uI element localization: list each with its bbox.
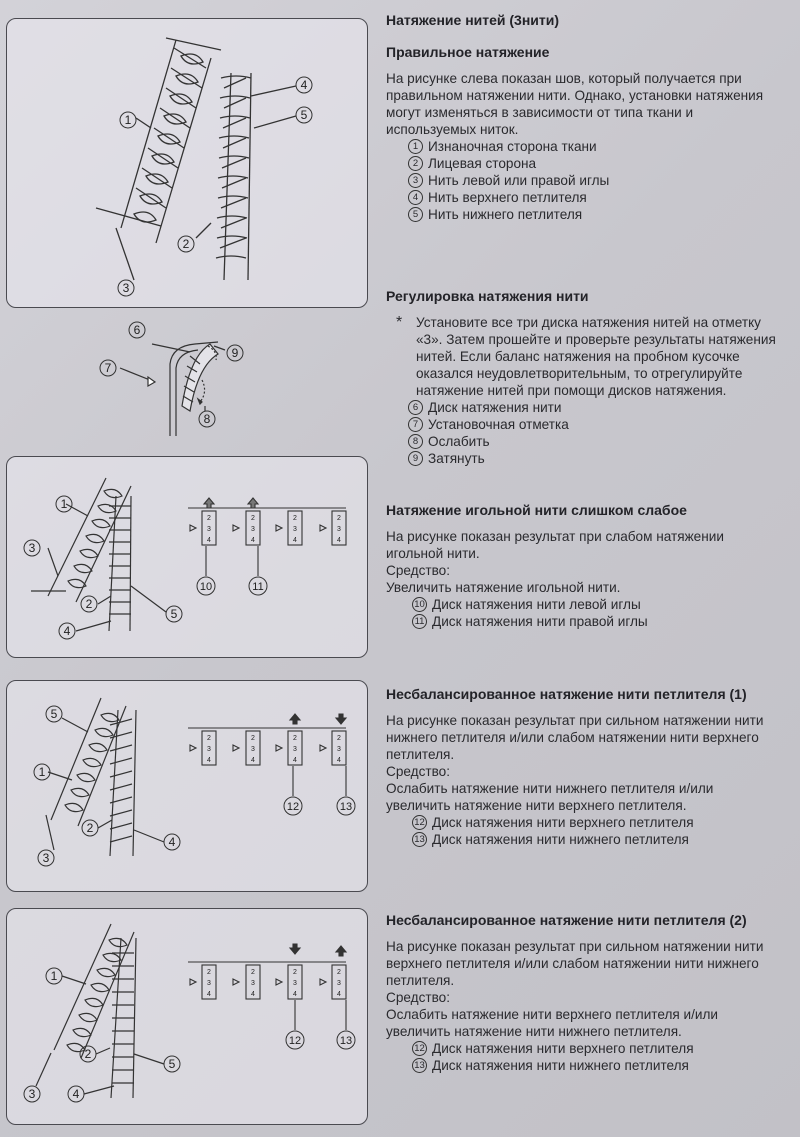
fig5-label-1: 1 (50, 969, 58, 983)
dial-digit-2: 2 (251, 969, 255, 976)
unbalanced-2-remedy: Ослабить натяжение нити верхнего петлителя и/или увеличить натяжение нити нижнего петлителя. (386, 1007, 719, 1039)
number-badge: 8 (408, 434, 423, 449)
dial-digit-4: 4 (337, 991, 341, 998)
unbalanced-2-text: На рисунке показан результат при сильном натяжении нити верхнего петлителя и/или слабом натяжении нити нижнего петлителя. (386, 939, 764, 988)
page-title: Натяжение нитей (3нити) (386, 12, 560, 28)
fig3-label-4: 4 (63, 624, 71, 638)
list-item: 12 Диск натяжения нити верхнего петлителя (412, 814, 781, 831)
adjust-text: Установите все три диска натяжения нитей на отметку «3». Затем прошейте и проверьте результаты натяжения нитей. Если баланс натяжения на пробном кусочке оказался неудовлетворительным, то отрегулируйте натяжение нитей при помощи дисков натяжения. (416, 315, 776, 398)
dial-digit-2: 2 (293, 969, 297, 976)
fig4-label-4: 4 (168, 835, 176, 849)
correct-tension-seam-illustration (6, 18, 366, 306)
fig4-label-13: 13 (339, 801, 353, 813)
section-adjust-tension (386, 288, 781, 467)
fig1-label-5: 5 (300, 108, 308, 122)
fig5-label-3: 3 (28, 1087, 36, 1101)
dial-digit-3: 3 (293, 526, 297, 533)
dial-digit-4: 4 (207, 991, 211, 998)
list-item: 1 Изнаночная сторона ткани (408, 138, 781, 155)
dial-digit-4: 4 (251, 991, 255, 998)
fig1-label-4: 4 (300, 78, 308, 92)
correct-legend-list (386, 138, 781, 223)
fig4-label-1: 1 (38, 765, 46, 779)
number-badge: 9 (408, 451, 423, 466)
fig5-label-5: 5 (168, 1057, 176, 1071)
dial-digit-4: 4 (293, 757, 297, 764)
unbalanced-2-seam-illustration (6, 908, 366, 1123)
list-item: 13 Диск натяжения нити нижнего петлителя (412, 1057, 781, 1074)
number-badge: 12 (412, 1041, 427, 1056)
list-item: 10 Диск натяжения нити левой иглы (412, 596, 781, 613)
adjust-legend-list (386, 399, 781, 467)
section-unbalanced-2 (386, 912, 781, 1074)
section-correct-tension (386, 12, 781, 223)
unbalanced-1-legend-list (386, 814, 781, 848)
section-unbalanced-1 (386, 686, 781, 848)
dial-digit-2: 2 (293, 515, 297, 522)
dial-digit-3: 3 (207, 526, 211, 533)
fig1-label-3: 3 (122, 281, 130, 295)
dial-digit-3: 3 (337, 980, 341, 987)
number-badge: 6 (408, 400, 423, 415)
fig3-label-11: 11 (252, 581, 264, 593)
dial-digit-4: 4 (293, 991, 297, 998)
dial-digit-4: 4 (293, 537, 297, 544)
fig3-label-3: 3 (28, 541, 36, 555)
dial-digit-3: 3 (251, 980, 255, 987)
unbalanced-1-seam-illustration (6, 680, 366, 890)
needle-loose-heading: Натяжение игольной нити слишком слабое (386, 502, 687, 518)
fig3-label-10: 10 (199, 581, 213, 593)
dial-digit-4: 4 (207, 537, 211, 544)
correct-heading: Правильное натяжение (386, 44, 550, 60)
number-badge: 4 (408, 190, 423, 205)
dial-digit-3: 3 (293, 746, 297, 753)
list-item: 13 Диск натяжения нити нижнего петлителя (412, 831, 781, 848)
number-badge: 5 (408, 207, 423, 222)
dial-digit-3: 3 (251, 526, 255, 533)
dial-digit-3: 3 (337, 746, 341, 753)
dial-digit-3: 3 (337, 526, 341, 533)
fig4-label-5: 5 (50, 707, 58, 721)
dial-digit-3: 3 (293, 980, 297, 987)
unbalanced-2-heading: Несбалансированное натяжение нити петлителя (2) (386, 912, 747, 928)
number-badge: 12 (412, 815, 427, 830)
dial-digit-2: 2 (207, 515, 211, 522)
number-badge: 13 (412, 832, 427, 847)
list-item: 3 Нить левой или правой иглы (408, 172, 781, 189)
dial-digit-2: 2 (251, 735, 255, 742)
dial-digit-2: 2 (251, 515, 255, 522)
dial-digit-4: 4 (337, 537, 341, 544)
unbalanced-1-heading: Несбалансированное натяжение нити петлителя (1) (386, 686, 747, 702)
adjust-heading: Регулировка натяжения нити (386, 288, 589, 304)
dial-digit-4: 4 (207, 757, 211, 764)
list-item: 5 Нить нижнего петлителя (408, 206, 781, 223)
fig2-label-8: 8 (203, 412, 211, 426)
dial-digit-2: 2 (337, 515, 341, 522)
fig5-label-12: 12 (288, 1035, 302, 1047)
dial-digit-2: 2 (207, 969, 211, 976)
dial-digit-3: 3 (207, 980, 211, 987)
list-item: 7 Установочная отметка (408, 416, 781, 433)
number-badge: 1 (408, 139, 423, 154)
fig2-label-7: 7 (104, 361, 112, 375)
number-badge: 13 (412, 1058, 427, 1073)
dial-digit-2: 2 (207, 735, 211, 742)
unbalanced-2-legend-list (386, 1040, 781, 1074)
dial-digit-4: 4 (251, 537, 255, 544)
fig2-label-6: 6 (133, 323, 141, 337)
dial-digit-4: 4 (251, 757, 255, 764)
list-item: 12 Диск натяжения нити верхнего петлителя (412, 1040, 781, 1057)
correct-text: На рисунке слева показан шов, который получается при правильном натяжении нити. Однако, установки натяжения могут изменяться в зависимости от типа ткани и используемых ниток. (386, 71, 764, 137)
unbalanced-1-remedy-label: Средство: (386, 764, 450, 779)
dial-digit-3: 3 (251, 746, 255, 753)
section-needle-loose (386, 502, 781, 630)
number-badge: 10 (412, 597, 427, 612)
needle-loose-legend-list (386, 596, 781, 630)
fig4-label-2: 2 (86, 821, 94, 835)
fig4-label-3: 3 (42, 851, 50, 865)
number-badge: 2 (408, 156, 423, 171)
list-item: 4 Нить верхнего петлителя (408, 189, 781, 206)
number-badge: 3 (408, 173, 423, 188)
list-item: 8 Ослабить (408, 433, 781, 450)
list-item: 9 Затянуть (408, 450, 781, 467)
tension-dial-illustration (90, 316, 260, 442)
list-item: 11 Диск натяжения нити правой иглы (412, 613, 781, 630)
list-item: 6 Диск натяжения нити (408, 399, 781, 416)
unbalanced-1-text: На рисунке показан результат при сильном натяжении нити нижнего петлителя и/или слабом натяжении нити верхнего петлителя. (386, 713, 764, 762)
fig2-label-9: 9 (231, 346, 239, 360)
needle-loose-text: На рисунке показан результат при слабом натяжении игольной нити. (386, 529, 724, 561)
fig1-label-2: 2 (182, 237, 190, 251)
fig4-label-12: 12 (286, 801, 300, 813)
fig1-label-1: 1 (124, 113, 132, 127)
dial-digit-2: 2 (337, 735, 341, 742)
dial-digit-3: 3 (207, 746, 211, 753)
unbalanced-2-remedy-label: Средство: (386, 990, 450, 1005)
dial-digit-2: 2 (293, 735, 297, 742)
list-item: 2 Лицевая сторона (408, 155, 781, 172)
fig5-label-2: 2 (84, 1047, 92, 1061)
fig5-label-13: 13 (339, 1035, 353, 1047)
needle-loose-remedy: Увеличить натяжение игольной нити. (386, 580, 621, 595)
fig3-label-1: 1 (60, 497, 68, 511)
fig3-label-2: 2 (85, 597, 93, 611)
dial-digit-4: 4 (337, 757, 341, 764)
dial-digit-2: 2 (337, 969, 341, 976)
needle-loose-seam-illustration (6, 456, 366, 656)
number-badge: 7 (408, 417, 423, 432)
number-badge: 11 (412, 614, 427, 629)
needle-loose-remedy-label: Средство: (386, 563, 450, 578)
asterisk-mark: * (396, 314, 403, 331)
unbalanced-1-remedy: Ослабить натяжение нити нижнего петлителя и/или увеличить натяжение нити верхнего петлителя. (386, 781, 714, 813)
fig5-label-4: 4 (72, 1087, 80, 1101)
fig3-label-5: 5 (170, 607, 178, 621)
